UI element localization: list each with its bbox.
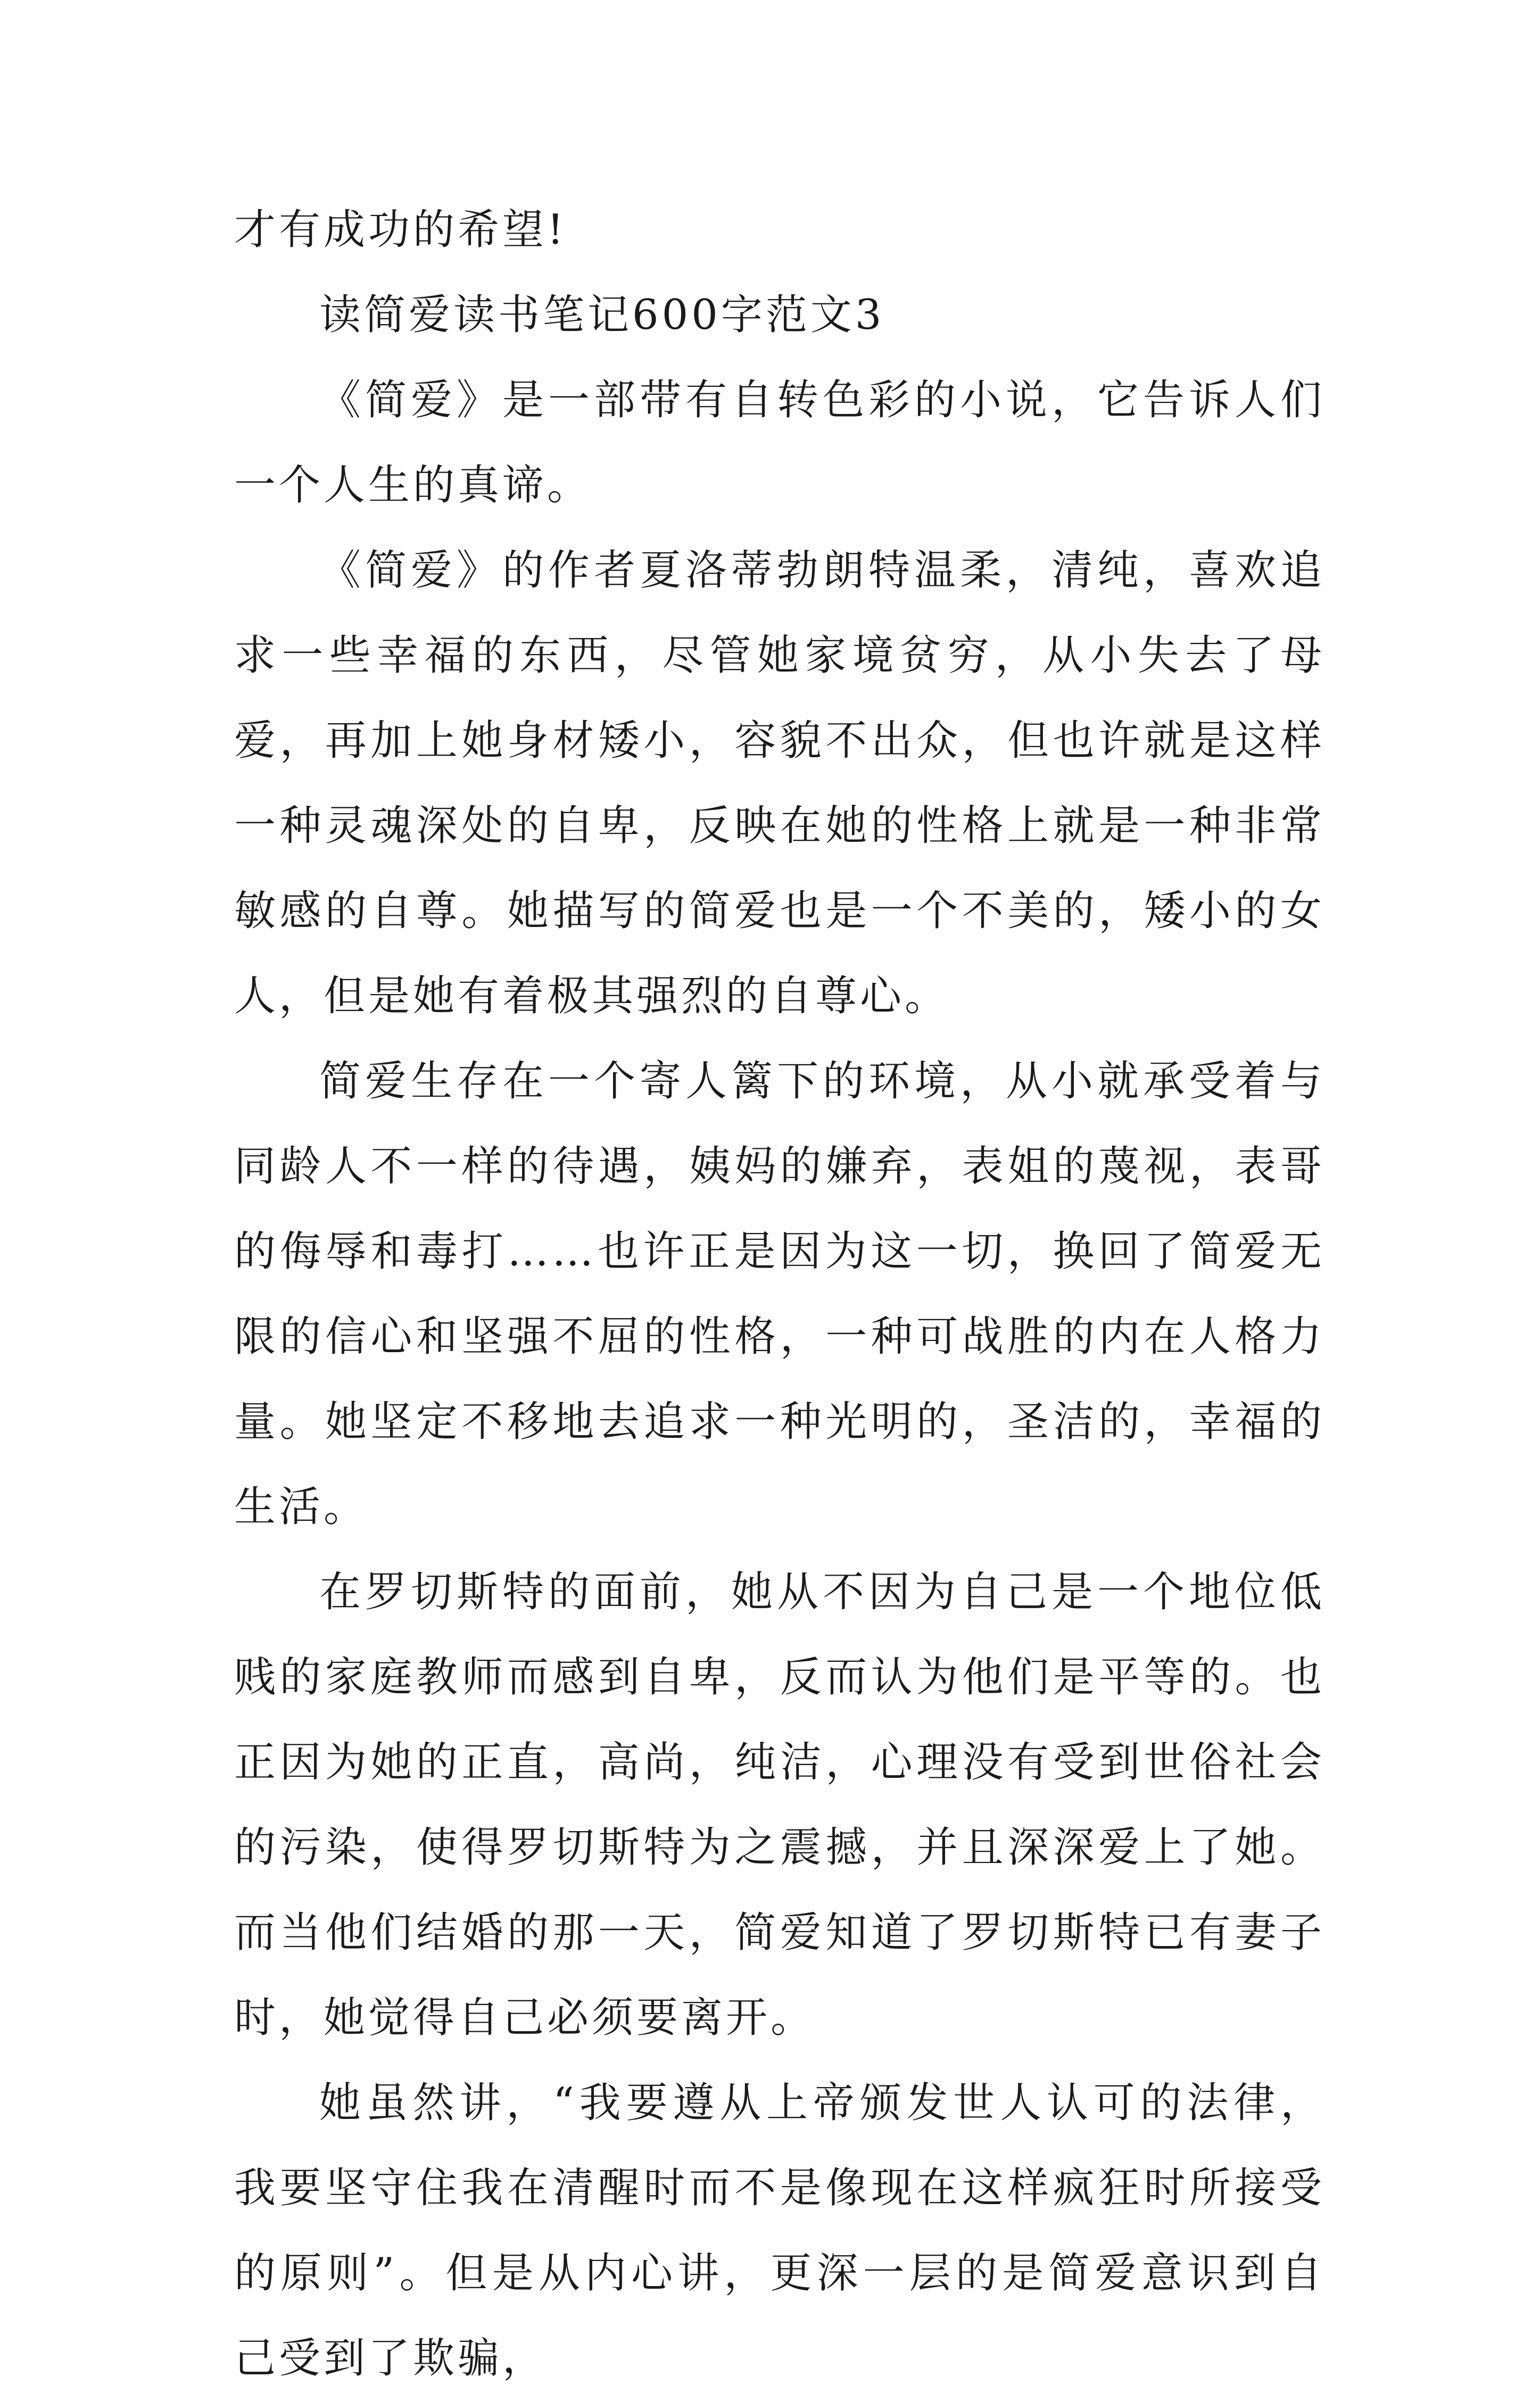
paragraph: 《简爱》是一部带有自转色彩的小说，它告诉人们一个人生的真谛。 [234,376,1325,509]
section-heading: 读简爱读书笔记600字范文3 [319,291,885,339]
paragraph: 《简爱》的作者夏洛蒂勃朗特温柔，清纯，喜欢追求一些幸福的东西，尽管她家境贫穷，从小失去了母爱，再加上她身材矮小，容貌不出众，但也许就是这样一种灵魂深处的自卑，反映在她的性格上就是一种非常敏感的自尊。她描写的简爱也是一个不美的，矮小的女人，但是她有着极其强烈的自尊心。 [234,547,1325,1020]
body-text [234,187,1325,2401]
paragraph-continuation: 才有成功的希望! [234,206,567,254]
paragraph: 在罗切斯特的面前，她从不因为自己是一个地位低贱的家庭教师而感到自卑，反而认为他们是平等的。也正因为她的正直，高尚，纯洁，心理没有受到世俗社会的污染，使得罗切斯特为之震撼，并且深深爱上了她。而当他们结婚的那一天，简爱知道了罗切斯特已有妻子时，她觉得自己必须要离开。 [234,1568,1325,2042]
paragraph: 她虽然讲，“我要遵从上帝颁发世人认可的法律，我要坚守住我在清醒时而不是像现在这样疯狂时所接受的原则”。但是从内心讲，更深一层的是简爱意识到自己受到了欺骗， [234,2079,1325,2382]
paragraph: 简爱生存在一个寄人篱下的环境，从小就承受着与同龄人不一样的待遇，姨妈的嫌弃，表姐的蔑视，表哥的侮辱和毒打……也许正是因为这一切，换回了简爱无限的信心和坚强不屈的性格，一种可战胜的内在人格力量。她坚定不移地去追求一种光明的，圣洁的，幸福的生活。 [234,1057,1325,1531]
